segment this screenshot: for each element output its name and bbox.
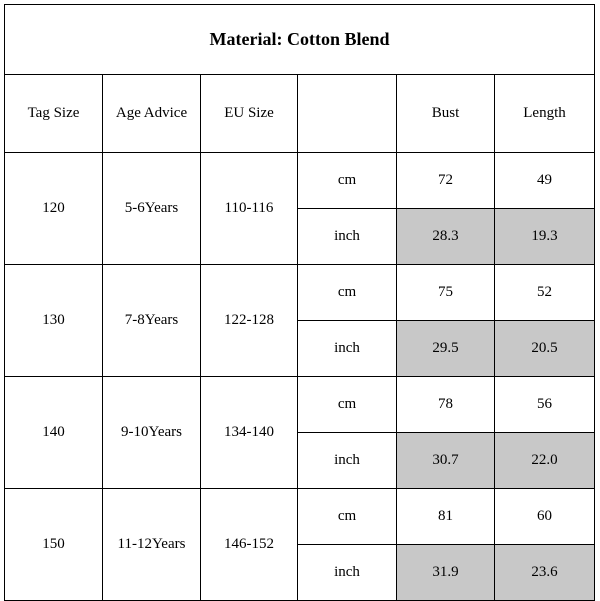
bust-inch-cell: 29.5 [397, 321, 495, 377]
bust-cm-cell: 75 [397, 265, 495, 321]
unit-inch-cell: inch [298, 321, 397, 377]
age-advice-cell: 11-12Years [103, 489, 201, 601]
bust-inch-cell: 31.9 [397, 545, 495, 601]
header-bust: Bust [397, 75, 495, 153]
header-eu-size: EU Size [201, 75, 298, 153]
age-advice-cell: 9-10Years [103, 377, 201, 489]
unit-cm-cell: cm [298, 153, 397, 209]
eu-size-cell: 110-116 [201, 153, 298, 265]
bust-inch-cell: 30.7 [397, 433, 495, 489]
length-inch-cell: 22.0 [495, 433, 595, 489]
unit-inch-cell: inch [298, 209, 397, 265]
eu-size-cell: 146-152 [201, 489, 298, 601]
tag-size-cell: 150 [5, 489, 103, 601]
unit-cm-cell: cm [298, 377, 397, 433]
bust-cm-cell: 81 [397, 489, 495, 545]
length-cm-cell: 52 [495, 265, 595, 321]
age-advice-cell: 5-6Years [103, 153, 201, 265]
tag-size-cell: 120 [5, 153, 103, 265]
header-length: Length [495, 75, 595, 153]
header-age-advice: Age Advice [103, 75, 201, 153]
unit-cm-cell: cm [298, 489, 397, 545]
length-cm-cell: 56 [495, 377, 595, 433]
header-tag-size: Tag Size [5, 75, 103, 153]
table-title: Material: Cotton Blend [5, 5, 595, 75]
header-unit [298, 75, 397, 153]
unit-cm-cell: cm [298, 265, 397, 321]
size-table [4, 4, 595, 601]
tag-size-cell: 140 [5, 377, 103, 489]
length-cm-cell: 49 [495, 153, 595, 209]
unit-inch-cell: inch [298, 433, 397, 489]
bust-cm-cell: 78 [397, 377, 495, 433]
eu-size-cell: 122-128 [201, 265, 298, 377]
bust-inch-cell: 28.3 [397, 209, 495, 265]
length-inch-cell: 19.3 [495, 209, 595, 265]
unit-inch-cell: inch [298, 545, 397, 601]
size-chart [4, 4, 594, 598]
length-inch-cell: 20.5 [495, 321, 595, 377]
eu-size-cell: 134-140 [201, 377, 298, 489]
tag-size-cell: 130 [5, 265, 103, 377]
length-cm-cell: 60 [495, 489, 595, 545]
bust-cm-cell: 72 [397, 153, 495, 209]
age-advice-cell: 7-8Years [103, 265, 201, 377]
length-inch-cell: 23.6 [495, 545, 595, 601]
